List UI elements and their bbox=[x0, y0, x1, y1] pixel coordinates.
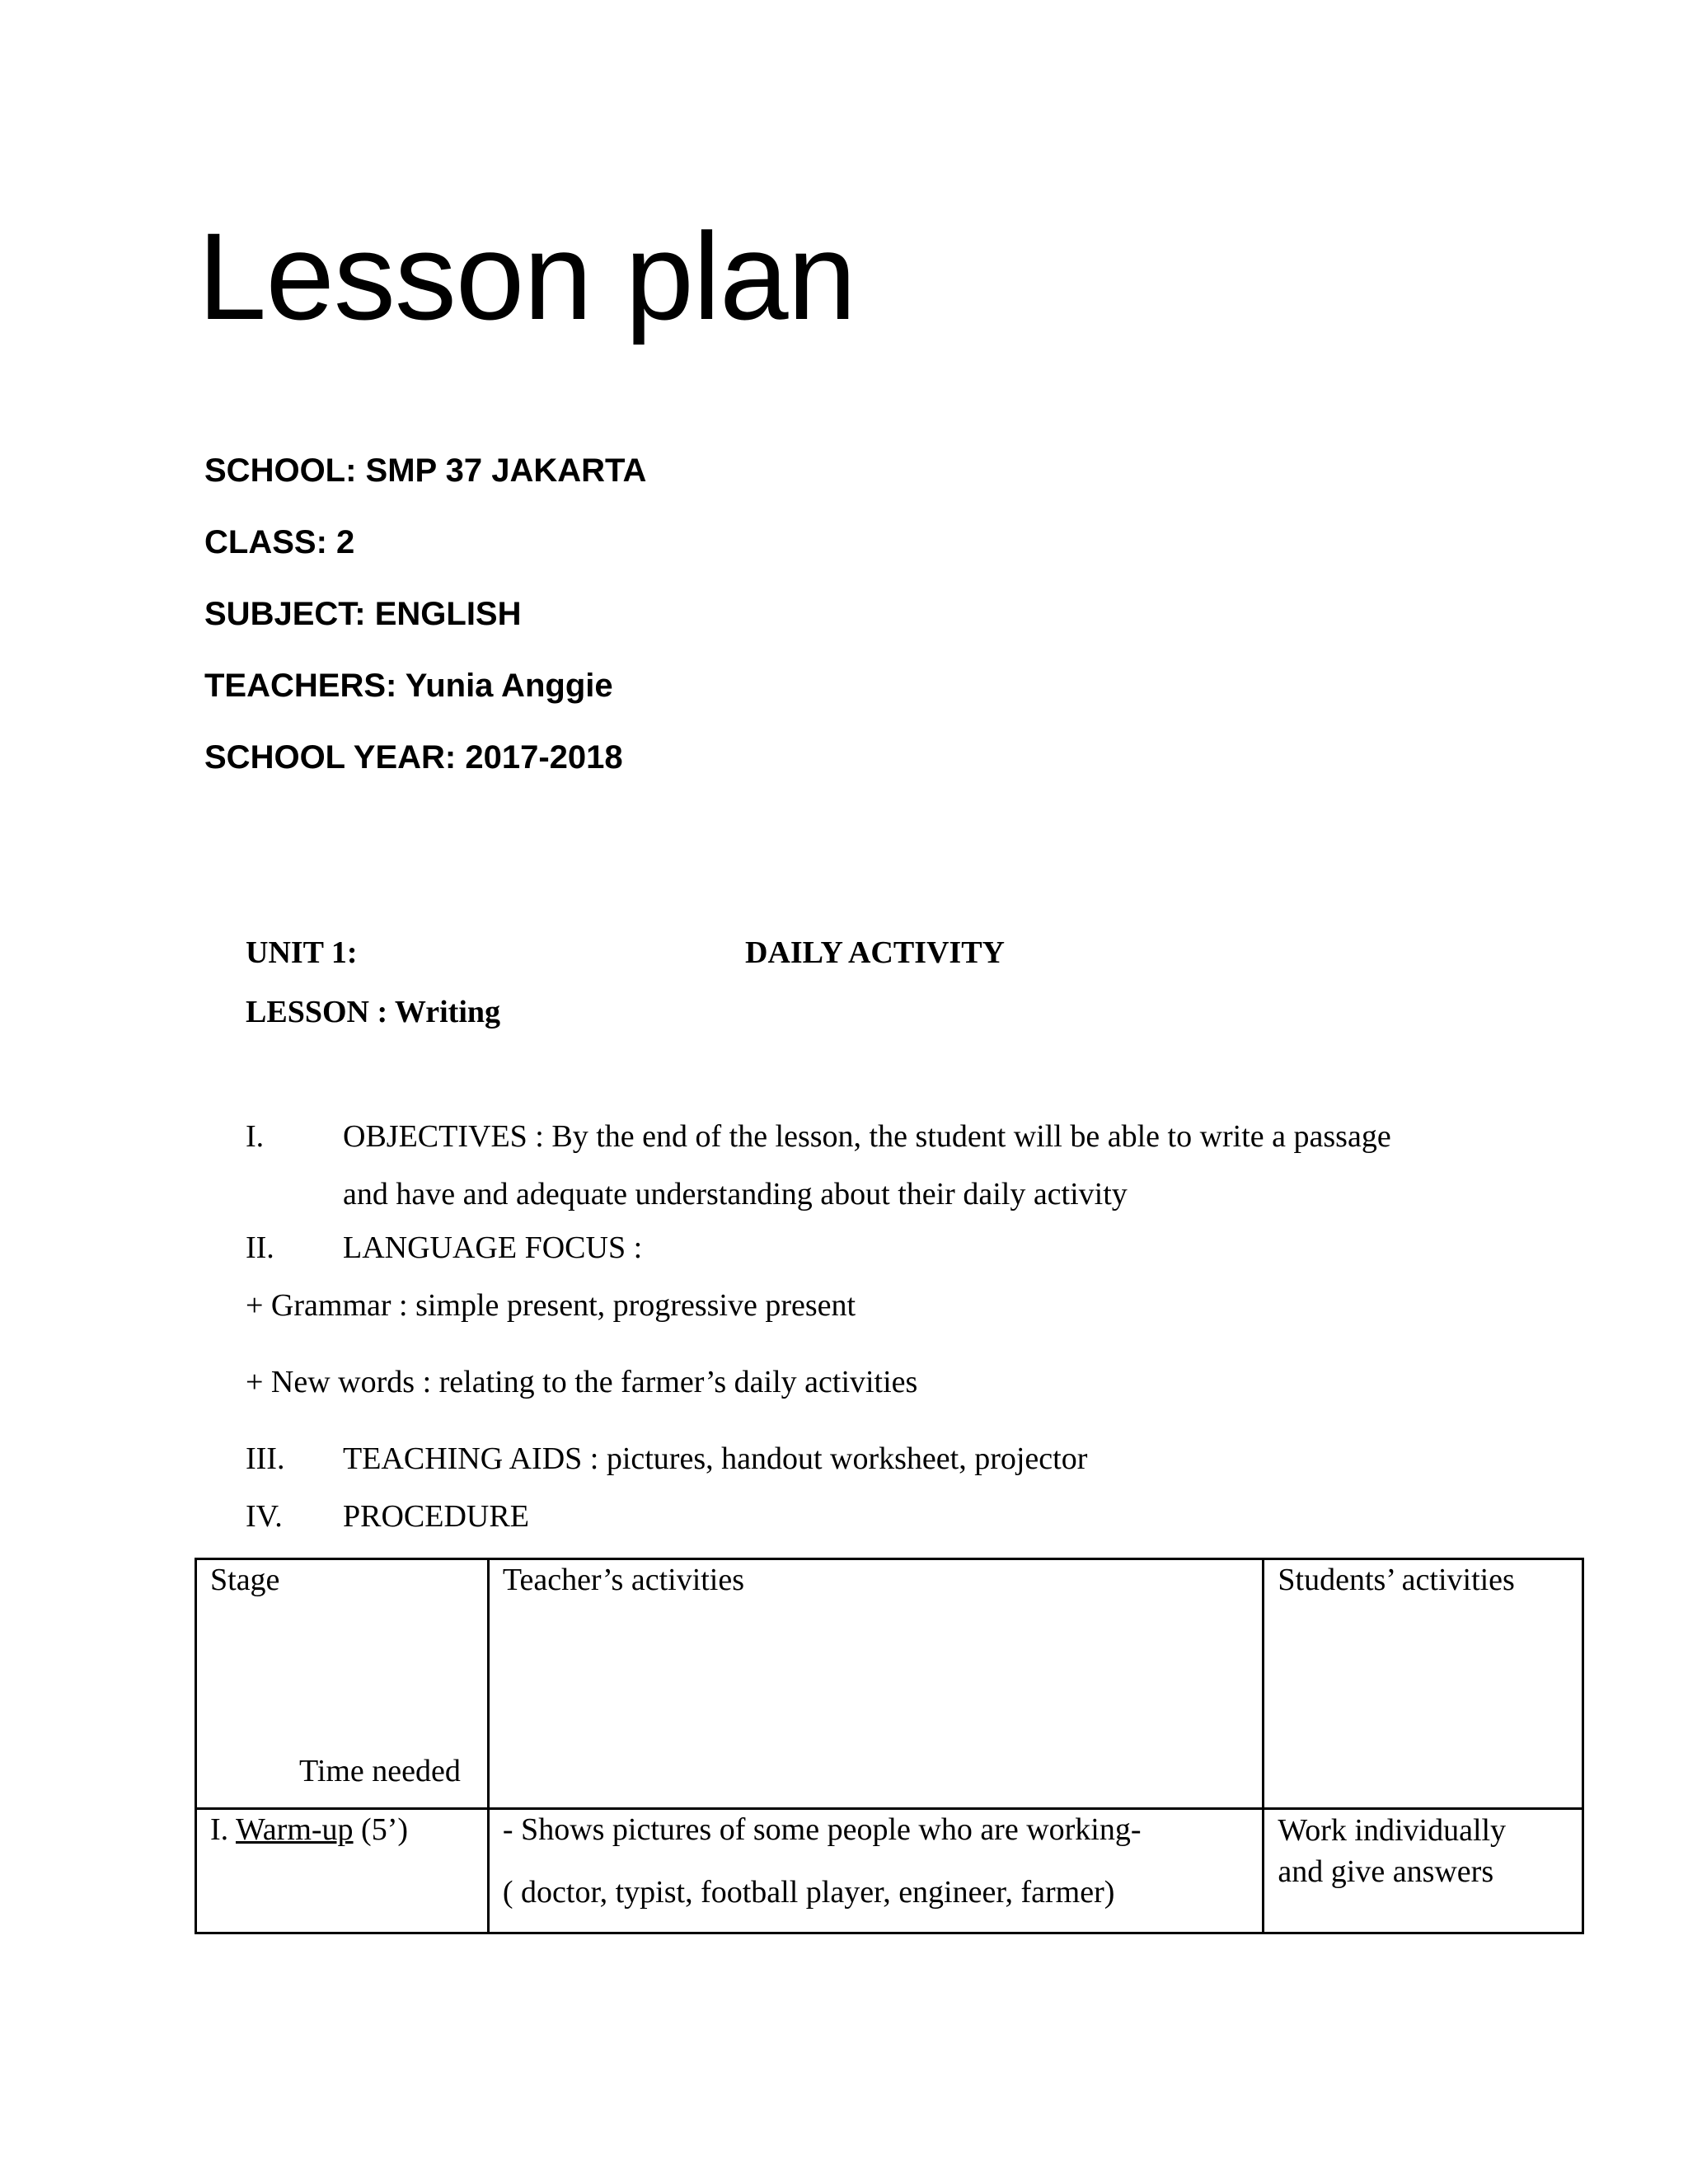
subject-field: SUBJECT: ENGLISH bbox=[204, 596, 522, 632]
warmup-teacher-line-1: - Shows pictures of some people who are working- bbox=[502, 1812, 1142, 1847]
warmup-teacher-cell bbox=[488, 1809, 1264, 1933]
warmup-students-cell bbox=[1264, 1809, 1583, 1933]
warmup-stage-prefix: I. bbox=[210, 1812, 229, 1847]
teacher-activities-header-text: Teacher’s activities bbox=[502, 1563, 745, 1597]
objectives-line-1: OBJECTIVES : By the end of the lesson, the student will be able to write a passage bbox=[343, 1119, 1391, 1154]
unit-label: UNIT 1: bbox=[246, 935, 358, 970]
table-row bbox=[196, 1809, 1583, 1933]
warmup-students-line-1: Work individually bbox=[1278, 1813, 1507, 1848]
language-focus-label: LANGUAGE FOCUS : bbox=[343, 1230, 643, 1265]
teachers-field: TEACHERS: Yunia Anggie bbox=[204, 668, 613, 704]
procedure-number: IV. bbox=[246, 1499, 283, 1534]
new-words-line: + New words : relating to the farmer’s daily activities bbox=[246, 1365, 918, 1399]
stage-header: Stage bbox=[210, 1563, 280, 1597]
students-activities-header bbox=[1264, 1559, 1583, 1809]
table-header-row bbox=[196, 1559, 1583, 1809]
page-title: Lesson plan bbox=[198, 207, 856, 345]
teaching-aids-number: III. bbox=[246, 1441, 285, 1476]
school-year-field: SCHOOL YEAR: 2017-2018 bbox=[204, 739, 623, 776]
students-activities-header-text: Students’ activities bbox=[1278, 1563, 1515, 1597]
warmup-stage-name: Warm-up bbox=[235, 1812, 354, 1847]
warmup-students-line-2: and give answers bbox=[1278, 1854, 1494, 1889]
teaching-aids-label: TEACHING AIDS : pictures, handout worksheet, projector bbox=[343, 1441, 1088, 1476]
school-field: SCHOOL: SMP 37 JAKARTA bbox=[204, 452, 647, 489]
class-field: CLASS: 2 bbox=[204, 524, 355, 560]
stage-header-cell bbox=[196, 1559, 489, 1809]
procedure-table bbox=[195, 1558, 1584, 1934]
language-focus-number: II. bbox=[246, 1230, 274, 1265]
procedure-label: PROCEDURE bbox=[343, 1499, 529, 1534]
warmup-stage-cell bbox=[196, 1809, 489, 1933]
time-needed-header: Time needed bbox=[298, 1754, 461, 1788]
warmup-stage-time: (5’) bbox=[361, 1812, 409, 1847]
objectives-number: I. bbox=[246, 1119, 265, 1154]
warmup-teacher-line-2: ( doctor, typist, football player, engineer, farmer) bbox=[502, 1875, 1115, 1910]
grammar-line: + Grammar : simple present, progressive present bbox=[246, 1288, 856, 1323]
teacher-activities-header bbox=[488, 1559, 1264, 1809]
objectives-line-2: and have and adequate understanding about their daily activity bbox=[343, 1177, 1128, 1212]
lesson-label: LESSON : Writing bbox=[246, 995, 501, 1029]
unit-name: DAILY ACTIVITY bbox=[745, 935, 1006, 970]
